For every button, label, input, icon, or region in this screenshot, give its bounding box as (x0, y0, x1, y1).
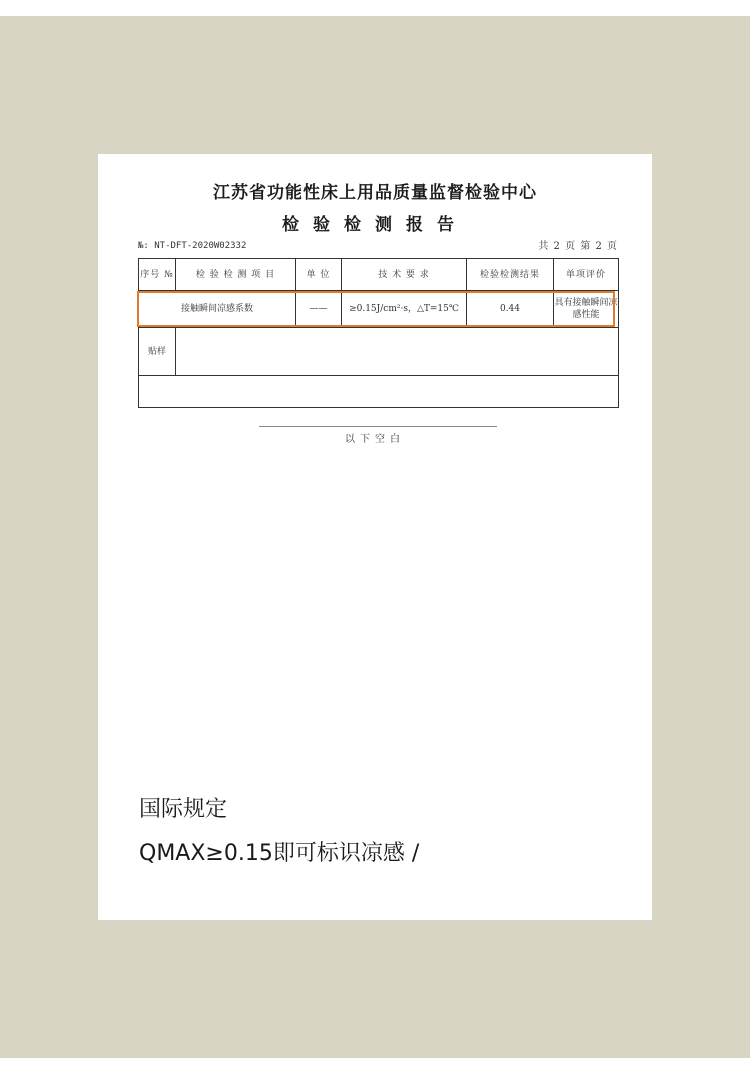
doc-title: 检验检测报告 (282, 215, 468, 235)
header-result: 检验检测结果 (467, 259, 554, 291)
header-no: 序号 № (139, 259, 176, 291)
sample-label: 贴样 (139, 328, 176, 376)
sample-row (139, 328, 619, 376)
header-requirement: 技 术 要 求 (342, 259, 467, 291)
table-header-row (139, 259, 619, 291)
header-item: 检 验 检 测 项 目 (176, 259, 296, 291)
row-evaluation: 具有接触瞬间凉感性能 (554, 291, 619, 328)
report-page (98, 154, 652, 920)
table-row (139, 291, 619, 328)
caption-line-1: 国际规定 (139, 797, 228, 822)
row-unit: —— (296, 291, 342, 328)
org-title: 江苏省功能性床上用品质量监督检验中心 (213, 183, 537, 203)
row-result: 0.44 (467, 291, 554, 328)
inspection-table (138, 258, 619, 408)
caption-line-2: QMAX≥0.15即可标识凉感 / (139, 841, 420, 866)
blank-divider (259, 426, 497, 427)
report-number: №: NT-DFT-2020W02332 (138, 241, 247, 251)
page-info: 共 2 页 第 2 页 (538, 241, 618, 252)
header-evaluation: 单项评价 (554, 259, 619, 291)
blank-note: 以下空白 (345, 434, 405, 445)
header-unit: 单 位 (296, 259, 342, 291)
sample-area (176, 328, 619, 376)
empty-cell (139, 376, 619, 408)
row-item: 接触瞬间凉感系数 (139, 291, 296, 328)
empty-row (139, 376, 619, 408)
row-requirement: ≥0.15J/cm²·s，△T=15℃ (342, 291, 467, 328)
